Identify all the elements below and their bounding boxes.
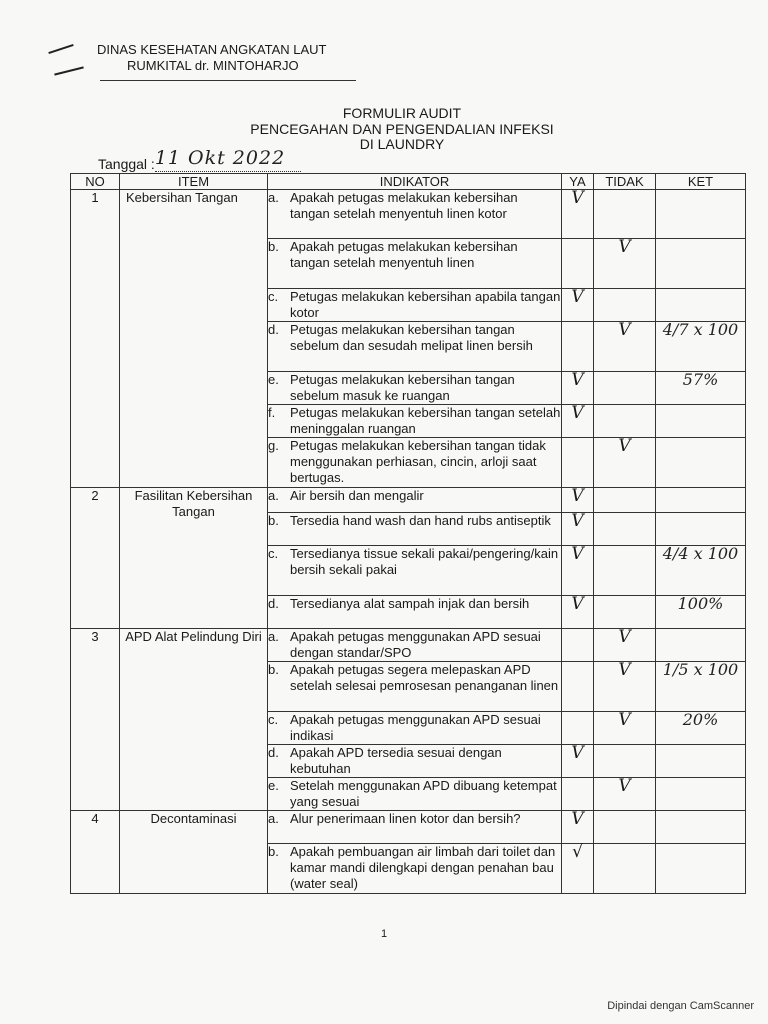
- indicator-text: Apakah APD tersedia sesuai dengan kebutuhan: [290, 745, 502, 776]
- ya-checkmark: √: [572, 842, 583, 862]
- ya-checkmark: V: [571, 403, 584, 423]
- ket-cell: [656, 778, 746, 811]
- row-number: 3: [71, 629, 120, 811]
- indicator-text: Petugas melakukan kebersihan tangan setelah meninggalan ruangan: [290, 405, 561, 436]
- tidak-cell: [594, 322, 656, 372]
- indicator: [268, 596, 561, 612]
- ket-note: 4/7 x 100: [662, 320, 739, 339]
- tidak-cell: [594, 712, 656, 745]
- table-row: [71, 190, 746, 239]
- ya-checkmark: V: [571, 287, 584, 307]
- ya-checkmark: V: [571, 809, 584, 829]
- ya-cell: [562, 239, 594, 289]
- title-line-3: DI LAUNDRY: [359, 136, 445, 152]
- tidak-cell: [594, 190, 656, 239]
- ket-note: 20%: [682, 710, 719, 729]
- ya-cell: [562, 811, 594, 844]
- tidak-checkmark: V: [618, 627, 631, 647]
- col-tidak: TIDAK: [594, 174, 656, 190]
- form-title: [0, 106, 768, 153]
- col-ket: KET: [656, 174, 746, 190]
- ya-cell: [562, 289, 594, 322]
- indicator-letter: e.: [268, 372, 279, 387]
- item-name: Fasilitan Kebersihan Tangan: [120, 488, 268, 629]
- indicator-cell: [268, 811, 562, 844]
- tidak-cell: [594, 596, 656, 629]
- ya-checkmark: V: [571, 370, 584, 390]
- scanner-footer: Dipindai dengan CamScanner: [607, 1000, 754, 1012]
- indicator-cell: [268, 662, 562, 712]
- table-header-row: [71, 174, 746, 190]
- date-label: Tanggal :: [98, 156, 155, 172]
- indicator: [268, 405, 561, 437]
- indicator-cell: [268, 190, 562, 239]
- indicator-text: Setelah menggunakan APD dibuang ketempat yang sesuai: [290, 778, 557, 809]
- tidak-cell: [594, 488, 656, 513]
- ket-cell: [656, 745, 746, 778]
- ket-cell: [656, 844, 746, 894]
- indicator-text: Apakah petugas melakukan kebersihan tangan setelah menyentuh linen kotor: [290, 190, 518, 221]
- ket-cell: [656, 546, 746, 596]
- indicator-letter: g.: [268, 438, 279, 453]
- indicator-letter: a.: [268, 811, 279, 826]
- ya-cell: [562, 322, 594, 372]
- indicator: [268, 629, 561, 661]
- indicator-letter: f.: [268, 405, 276, 420]
- ya-checkmark: V: [571, 544, 584, 564]
- ket-note: 4/4 x 100: [662, 544, 739, 563]
- tidak-cell: [594, 546, 656, 596]
- indicator: [268, 745, 561, 777]
- ya-cell: [562, 745, 594, 778]
- indicator-letter: b.: [268, 844, 279, 859]
- indicator: [268, 662, 561, 694]
- indicator-cell: [268, 712, 562, 745]
- col-no: NO: [71, 174, 120, 190]
- ket-cell: [656, 662, 746, 712]
- ya-checkmark: V: [571, 486, 584, 506]
- indicator-cell: [268, 488, 562, 513]
- indicator-text: Apakah petugas segera melepaskan APD setelah selesai pemrosesan penanganan linen: [290, 662, 559, 693]
- indicator-letter: c.: [268, 289, 279, 304]
- indicator-letter: a.: [268, 629, 279, 644]
- ya-cell: [562, 372, 594, 405]
- indicator-text: Tersedia hand wash dan hand rubs antiseptik: [290, 513, 551, 528]
- ket-note: 100%: [677, 594, 724, 613]
- indicator-cell: [268, 745, 562, 778]
- ya-checkmark: V: [571, 188, 584, 208]
- tidak-cell: [594, 745, 656, 778]
- table-row: [71, 488, 746, 513]
- tidak-cell: [594, 629, 656, 662]
- indicator-text: Tersedianya alat sampah injak dan bersih: [290, 596, 530, 611]
- indicator-letter: b.: [268, 513, 279, 528]
- ket-cell: [656, 712, 746, 745]
- indicator-cell: [268, 513, 562, 546]
- indicator-text: Air bersih dan mengalir: [290, 488, 424, 503]
- ya-cell: [562, 778, 594, 811]
- ket-cell: [656, 405, 746, 438]
- indicator-text: Apakah petugas melakukan kebersihan tangan setelah menyentuh linen: [290, 239, 518, 270]
- indicator: [268, 778, 561, 810]
- ket-cell: [656, 438, 746, 488]
- indicator-letter: e.: [268, 778, 279, 793]
- indicator-cell: [268, 546, 562, 596]
- ket-cell: [656, 190, 746, 239]
- ya-cell: [562, 844, 594, 894]
- ya-cell: [562, 629, 594, 662]
- ya-cell: [562, 405, 594, 438]
- indicator-letter: d.: [268, 322, 279, 337]
- row-number: 1: [71, 190, 120, 488]
- ya-cell: [562, 596, 594, 629]
- ya-cell: [562, 662, 594, 712]
- tidak-checkmark: V: [618, 436, 631, 456]
- row-number: 4: [71, 811, 120, 894]
- col-indikator: INDIKATOR: [268, 174, 562, 190]
- indicator-text: Apakah pembuangan air limbah dari toilet dan kamar mandi dilengkapi dengan penahan bau (water seal): [290, 844, 556, 891]
- tidak-cell: [594, 844, 656, 894]
- indicator-cell: [268, 596, 562, 629]
- tidak-cell: [594, 662, 656, 712]
- indicator: [268, 811, 561, 827]
- indicator: [268, 372, 561, 404]
- indicator-cell: [268, 239, 562, 289]
- indicator-cell: [268, 844, 562, 894]
- tidak-checkmark: V: [618, 660, 631, 680]
- indicator-cell: [268, 405, 562, 438]
- audit-table: [70, 173, 746, 894]
- indicator-text: Apakah petugas menggunakan APD sesuai indikasi: [290, 712, 541, 743]
- title-line-1: FORMULIR AUDIT: [342, 105, 462, 121]
- tidak-cell: [594, 289, 656, 322]
- indicator-text: Petugas melakukan kebersihan tangan sebelum masuk ke ruangan: [290, 372, 515, 403]
- ket-note: 57%: [682, 370, 719, 389]
- ya-cell: [562, 513, 594, 546]
- tidak-checkmark: V: [618, 710, 631, 730]
- ket-cell: [656, 488, 746, 513]
- ya-cell: [562, 488, 594, 513]
- indicator: [268, 239, 561, 271]
- table-row: [71, 629, 746, 662]
- tidak-cell: [594, 438, 656, 488]
- item-name: Kebersihan Tangan: [120, 190, 268, 488]
- tidak-cell: [594, 239, 656, 289]
- indicator-letter: b.: [268, 239, 279, 254]
- indicator-cell: [268, 438, 562, 488]
- ket-cell: [656, 239, 746, 289]
- indicator-text: Apakah petugas menggunakan APD sesuai dengan standar/SPO: [290, 629, 541, 660]
- indicator: [268, 438, 561, 486]
- header-divider: [100, 80, 356, 81]
- indicator: [268, 513, 561, 529]
- indicator-text: Petugas melakukan kebersihan tangan sebelum dan sesudah melipat linen bersih: [290, 322, 533, 353]
- ket-note: 1/5 x 100: [662, 660, 739, 679]
- ket-cell: [656, 596, 746, 629]
- pen-mark: [54, 66, 84, 75]
- col-item: ITEM: [120, 174, 268, 190]
- col-ya: YA: [562, 174, 594, 190]
- ya-cell: [562, 712, 594, 745]
- org-line-1: DINAS KESEHATAN ANGKATAN LAUT: [97, 42, 327, 57]
- date-field: [98, 147, 301, 172]
- indicator-letter: d.: [268, 745, 279, 760]
- ya-cell: [562, 546, 594, 596]
- tidak-cell: [594, 811, 656, 844]
- indicator-text: Petugas melakukan kebersihan tangan tidak menggunakan perhiasan, cincin, arloji saat bertugas.: [290, 438, 546, 485]
- tidak-cell: [594, 405, 656, 438]
- indicator-cell: [268, 322, 562, 372]
- tidak-cell: [594, 778, 656, 811]
- ket-cell: [656, 811, 746, 844]
- page-number: 1: [380, 928, 388, 940]
- indicator: [268, 546, 561, 578]
- indicator-letter: b.: [268, 662, 279, 677]
- tidak-checkmark: V: [618, 776, 631, 796]
- ya-cell: [562, 438, 594, 488]
- indicator-cell: [268, 289, 562, 322]
- tidak-checkmark: V: [618, 320, 631, 340]
- tidak-cell: [594, 372, 656, 405]
- date-value: 11 Okt 2022: [154, 147, 286, 169]
- indicator: [268, 289, 561, 321]
- indicator-text: Petugas melakukan kebersihan apabila tangan kotor: [290, 289, 561, 320]
- indicator-letter: c.: [268, 712, 279, 727]
- indicator-cell: [268, 372, 562, 405]
- indicator: [268, 844, 561, 892]
- ket-cell: [656, 322, 746, 372]
- indicator: [268, 712, 561, 744]
- indicator-cell: [268, 629, 562, 662]
- title-line-2: PENCEGAHAN DAN PENGENDALIAN INFEKSI: [250, 120, 554, 137]
- indicator-text: Tersedianya tissue sekali pakai/pengering/kain bersih sekali pakai: [290, 546, 559, 577]
- indicator-letter: d.: [268, 596, 279, 611]
- tidak-checkmark: V: [618, 237, 631, 257]
- date-line: [154, 147, 301, 172]
- indicator-letter: a.: [268, 488, 279, 503]
- tidak-cell: [594, 513, 656, 546]
- indicator-letter: c.: [268, 546, 279, 561]
- indicator: [268, 190, 561, 222]
- ket-cell: [656, 289, 746, 322]
- ya-cell: [562, 190, 594, 239]
- item-name: Decontaminasi: [120, 811, 268, 894]
- pen-mark: [48, 44, 73, 54]
- ket-cell: [656, 372, 746, 405]
- ya-checkmark: V: [571, 743, 584, 763]
- indicator: [268, 322, 561, 354]
- org-line-2: RUMKITAL dr. MINTOHARJO: [127, 58, 299, 73]
- organization-header: [97, 42, 326, 74]
- item-name: APD Alat Pelindung Diri: [120, 629, 268, 811]
- indicator-cell: [268, 778, 562, 811]
- ket-cell: [656, 629, 746, 662]
- table-row: [71, 811, 746, 844]
- ket-cell: [656, 513, 746, 546]
- indicator: [268, 488, 561, 504]
- indicator-text: Alur penerimaan linen kotor dan bersih?: [290, 811, 521, 826]
- indicator-letter: a.: [268, 190, 279, 205]
- row-number: 2: [71, 488, 120, 629]
- ya-checkmark: V: [571, 594, 584, 614]
- ya-checkmark: V: [571, 511, 584, 531]
